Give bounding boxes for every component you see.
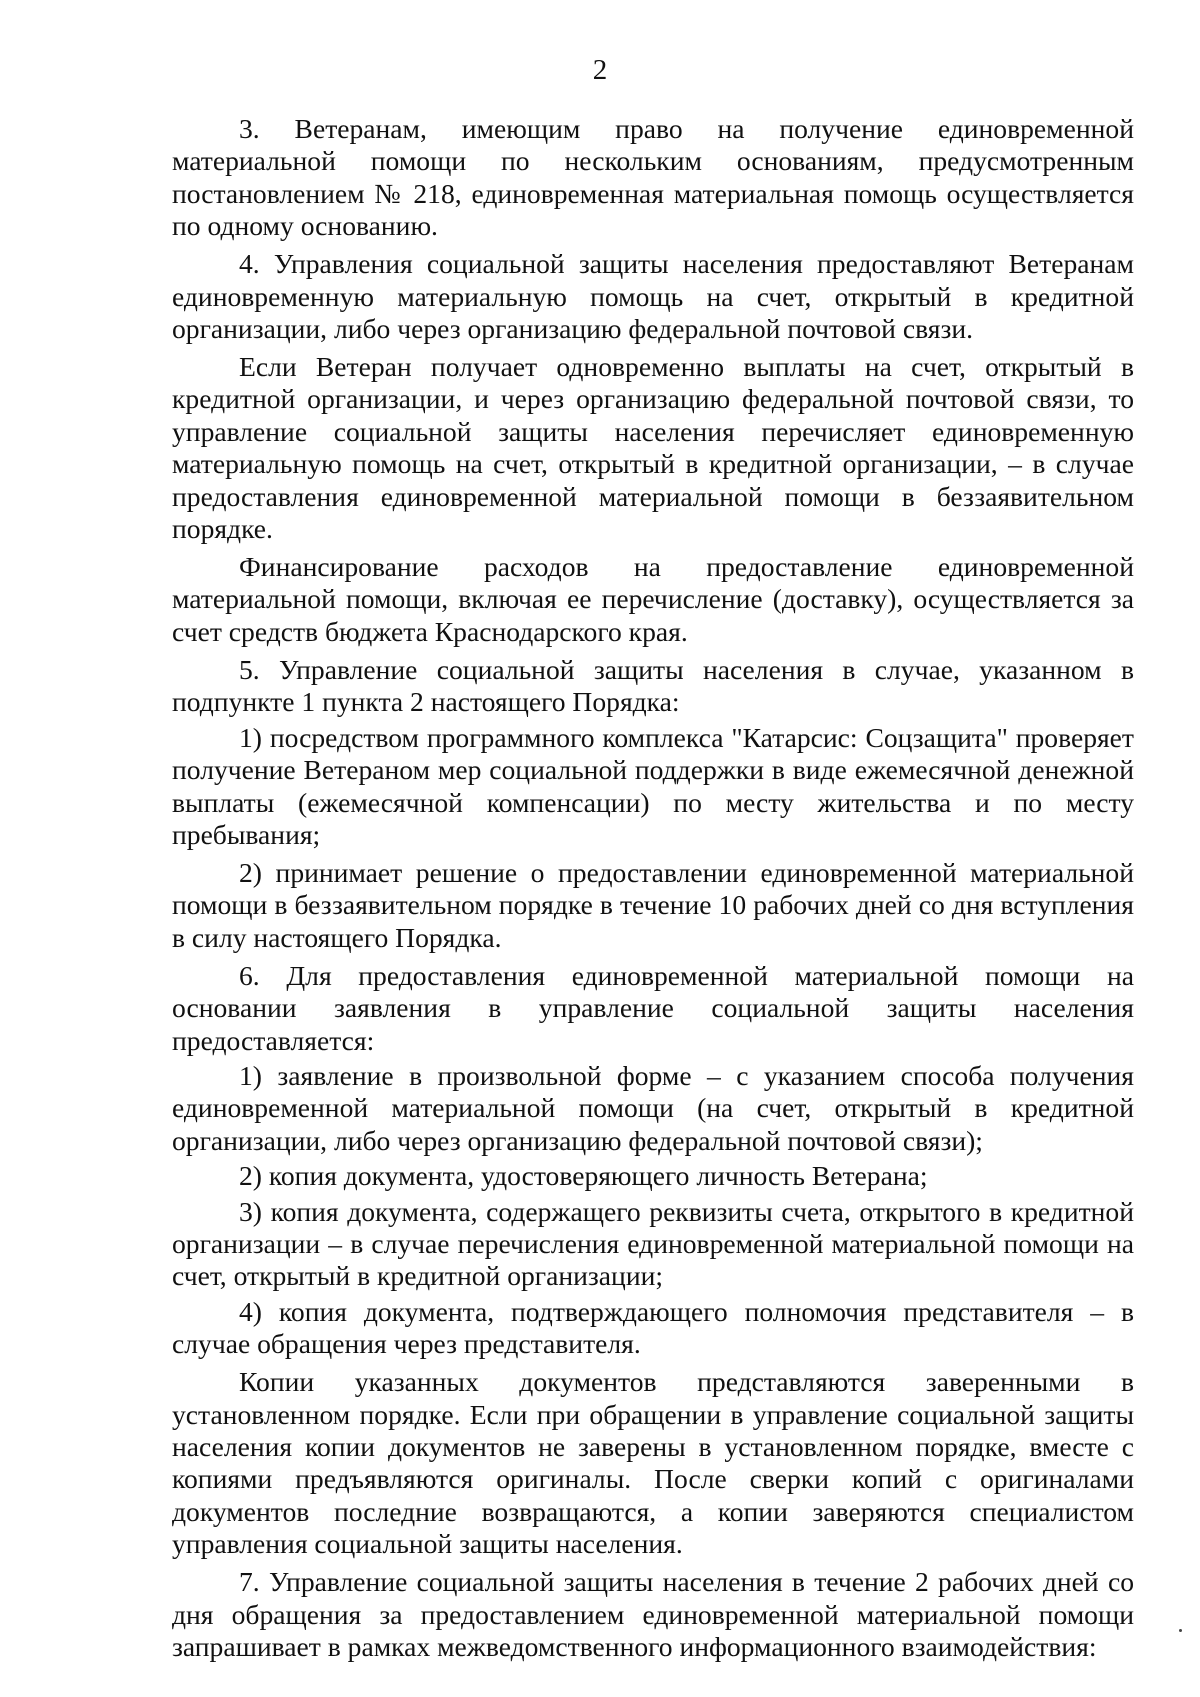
paragraph-item-7: 7. Управление социальной защиты населения в течение 2 рабочих дней со дня обращения за предоставлением единовременной материальной помощи запрашивает в рамках межведомственного информационного взаимодействия: [172, 1566, 1134, 1663]
page-number: 2 [592, 54, 608, 86]
paragraph-item-5-sub-2: 2) принимает решение о предоставлении единовременной материальной помощи в беззаявительном порядке в течение 10 рабочих дней со дня вступления в силу настоящего Порядка. [172, 856, 1134, 953]
paragraph-item-6-sub-2: 2) копия документа, удостоверяющего личность Ветерана; [239, 1160, 928, 1192]
paragraph-double-payment: Если Ветеран получает одновременно выплаты на счет, открытый в кредитной организации, и через организацию федеральной почтовой связи, то управление социальной защиты населения перечисляет единовременную материальную помощь на счет, открытый в кредитной организации, – в случае предоставления единовременной материальной помощи в беззаявительном порядке. [172, 351, 1134, 545]
paragraph-copies: Копии указанных документов представляются заверенными в установленном порядке. Если при обращении в управление социальной защиты населения копии документов не заверены в установленном порядке, вместе с копиями предъявляются оригиналы. После сверки копий с оригиналами документов последние возвращаются, а копии заверяются специалистом управления социальной защиты населения. [172, 1366, 1134, 1560]
paragraph-item-5-sub-1: 1) посредством программного комплекса "Катарсис: Соцзащита" проверяет получение Ветераном мер социальной поддержки в виде ежемесячной денежной выплаты (ежемесячной компенсации) по месту жительства и по месту пребывания; [172, 721, 1134, 850]
paragraph-item-6-sub-1: 1) заявление в произвольной форме – с указанием способа получения единовременной материальной помощи (на счет, открытый в кредитной организации, либо через организацию федеральной почтовой связи); [172, 1059, 1134, 1156]
paragraph-item-6-sub-4: 4) копия документа, подтверждающего полномочия представителя – в случае обращения через представителя. [172, 1295, 1134, 1360]
document-body [172, 113, 1134, 1663]
paragraph-financing: Финансирование расходов на предоставление единовременной материальной помощи, включая ее перечисление (доставку), осуществляется за счет средств бюджета Краснодарского края. [172, 551, 1134, 647]
paragraph-item-6-sub-3: 3) копия документа, содержащего реквизиты счета, открытого в кредитной организации – в случае перечисления единовременной материальной помощи на счет, открытый в кредитной организации; [172, 1195, 1134, 1292]
paragraph-item-4: 4. Управления социальной защиты населения предоставляют Ветеранам единовременную материальную помощь на счет, открытый в кредитной организации, либо через организацию федеральной почтовой связи. [172, 248, 1134, 345]
paragraph-item-5: 5. Управление социальной защиты населения в случае, указанном в подпункте 1 пункта 2 настоящего Порядка: [172, 653, 1134, 718]
paragraph-item-3: 3. Ветеранам, имеющим право на получение единовременной материальной помощи по нескольким основаниям, предусмотренным постановлением № 218, единовременная материальная помощь осуществляется по одному основанию. [172, 113, 1134, 242]
paragraph-item-6: 6. Для предоставления единовременной материальной помощи на основании заявления в управление социальной защиты населения предоставляется: [172, 959, 1134, 1056]
scan-speck [1179, 1629, 1182, 1632]
